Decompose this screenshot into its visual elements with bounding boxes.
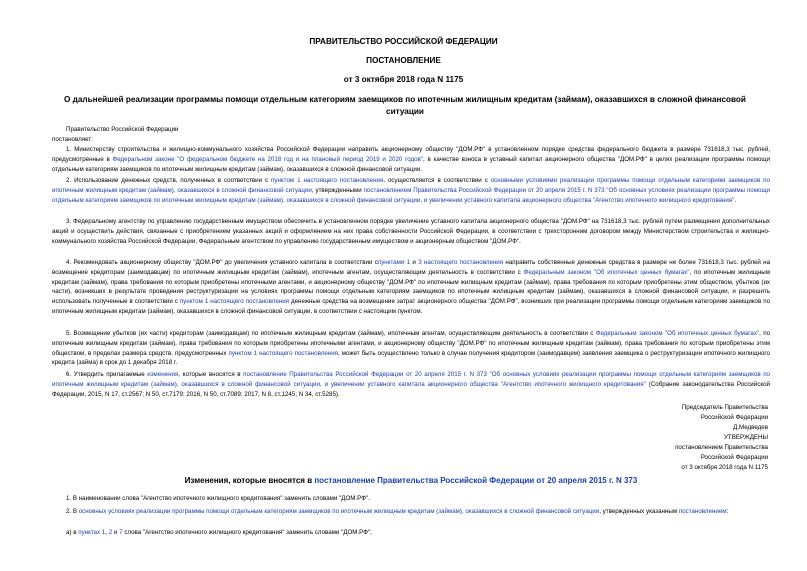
change-2a-text-b: слова "Агентство ипотечного жилищного кредитования" заменить словами "ДОМ.РФ"; — [122, 529, 372, 536]
paragraph-4 — [52, 258, 770, 317]
change-1-text: 1. В наименовании слова "Агентство ипотечного жилищного кредитования" заменить словами "ДОМ.РФ". — [66, 495, 370, 502]
paragraph-2 — [52, 176, 770, 205]
change-2a-sep-1: , — [105, 529, 109, 536]
paragraph-6 — [52, 370, 770, 399]
date-number-heading: от 3 октября 2018 года N 1175 — [343, 75, 464, 84]
doc-type-heading: ПОСТАНОВЛЕНИЕ — [366, 56, 441, 65]
federal-budget-law-link[interactable]: Федеральном законе "О федеральном бюджете на 2018 год и на плановый период 2019 и 2020 годов" — [112, 155, 424, 163]
mortgage-securities-law-link[interactable]: Федеральным законом "Об ипотечных ценных бумагах" — [523, 268, 690, 276]
resolution-373-link[interactable]: постановлением Правительства Российской Федерации от 20 апреля 2015 г. N 373 "Об основных условиях реализации программы помощи отдельным категориям заемщиков по ипотечным жилищным кредитам (займам), оказавшихся в сложной финансовой ситуации, и увеличении уставного капитала акционерного общества "Агентство ипотечного жилищного кредитования" — [52, 186, 770, 204]
point-3-link[interactable]: 3 настоящего постановления — [418, 259, 504, 266]
points-1-link[interactable]: пунктами 1 — [377, 259, 411, 266]
resolution-link[interactable]: постановлением — [678, 508, 727, 515]
point-7-link[interactable]: 7 — [119, 529, 123, 536]
paragraph-4-text-a: 4. Рекомендовать акционерному обществу "ДОМ.РФ" до увеличения уставного капитала в соответствии с — [66, 259, 378, 266]
paragraph-2-text-a: 2. Использование денежных средств, полученных в соответствии с — [66, 177, 272, 184]
points-1-link-2[interactable]: пунктах 1 — [78, 529, 106, 536]
signature-line-1: Председатель Правительства — [681, 404, 768, 411]
paragraph-5 — [52, 329, 770, 368]
paragraph-5-text-b: , по ипотечным жилищным кредитам (займам), права требования по которым приобретены ипотечными агентами, и акционерному обществу "ДОМ.РФ" по ипотечным жилищным кредитам (займам), права требования по которым приобретены этим обществом, в пределах размера средств, предусмотренных — [52, 330, 771, 357]
approved-line-2: Российской Федерации — [700, 454, 768, 461]
paragraph-6-text-b: , которые вносятся в — [178, 371, 244, 378]
paragraph-6-text-c: (Собрание законодательства Российской Федерации, 2015, N 17, ст.2567; N 50, ст.7179; 2016, N 50, ст.7089; 2017, N 8, ст.1245; N 34, ст.5285). — [52, 380, 770, 398]
point-1-link-2[interactable]: пунктом 1 настоящего постановления — [179, 298, 290, 306]
paragraph-6-text-a: 6. Утвердить прилагаемые — [66, 371, 148, 378]
signature-line-2: Российской Федерации — [700, 414, 768, 421]
approved-heading: УТВЕРЖДЕНЫ — [724, 434, 768, 441]
paragraph-4-text-c: направить собственные денежные средства в размере не более 731618,3 тыс. рублей на возмещение кредиторам (заимодавцам) по ипотечным жилищным кредитам (займам), ипотечным агентам, осуществляющим деятельность в соответствии с — [52, 259, 771, 276]
change-2a-sep-2: и — [112, 529, 120, 536]
change-2a-text-a: а) в — [66, 529, 79, 536]
point-2-link[interactable]: 2 — [108, 529, 113, 536]
changes-link[interactable]: изменения — [147, 371, 179, 378]
signature-name: Д.Медведев — [733, 424, 768, 431]
paragraph-4-text-b: и — [410, 259, 419, 266]
change-2-text-a: 2. В — [66, 508, 79, 515]
basic-conditions-link-2[interactable]: основных условиях реализации программы помощи отдельным категориям заемщиков по ипотечным жилищным кредитам (займам), оказавшихся в сложной финансовой ситуации — [78, 508, 600, 515]
paragraph-1 — [52, 145, 770, 174]
change-2a — [52, 528, 770, 538]
changes-heading — [52, 476, 770, 485]
basic-conditions-link[interactable]: основными условиями реализации программы помощи отдельным категориям заемщиков по ипотечным жилищным кредитам (займам), оказавшихся в сложной финансовой ситуации — [52, 177, 770, 194]
paragraph-5-text-c: , может быть осуществлено только в случае получения кредитором (заимодавцем) заявления заемщика о реструктуризации ипотечного жилищного кредита (займа) в срок до 1 декабря 2018 г. — [52, 349, 770, 367]
approved-line-1: постановлением Правительства — [675, 444, 768, 451]
preamble-line-1: Правительство Российской Федерации — [66, 126, 179, 133]
paragraph-2-text-c: , утвержденными — [311, 186, 364, 194]
preamble — [52, 125, 770, 145]
mortgage-securities-law-link-2[interactable]: Федеральным законом "Об ипотечных ценных бумагах" — [595, 330, 760, 337]
paragraph-3-text: 3. Федеральному агентству по управлению государственным имуществом обеспечить в установленном порядке увеличение уставного капитала акционерного общества "ДОМ.РФ" на 731618,3 тыс. рублей путем размещения дополнительных акций и осуществить действия, связанные с приобретением указанных акций и оформлением на них права собственности Российской Федерации, в соответствии с трехсторонним договором между Министерством строительства и жилищно-коммунального хозяйства Российской Федерации, Федеральным агентством по управлению государственным имуществом и акционерным обществом "ДОМ.РФ". — [52, 218, 770, 245]
change-2-text-b: , утвержденных указанным — [599, 508, 679, 515]
change-2 — [52, 507, 770, 517]
paragraph-3 — [52, 217, 770, 246]
paragraph-4-text-e: денежные средства на возмещение затрат акционерного общества "ДОМ.РФ", возникших при реализации программы помощи отдельным категориям заемщиков по ипотечным жилищным кредитам (займам), оказавшихся в сложной финансовой ситуации, в соответствии с настоящим пунктом. — [52, 298, 771, 315]
paragraph-4-text-d: , по ипотечным жилищным кредитам (займам), права требования по которым приобретены ипотечными агентами, и акционерному обществу "ДОМ.РФ" по ипотечным жилищным кредитам (займам), права требования по которым приобретены этим обществом, убытков (их части), возникших в результате проведения реструктуризации на условиях программы помощи отдельным категориям заемщиков по ипотечным жилищным кредитам (займам), оказавшихся в сложной финансовой ситуации, и разрешить использовать полученные в соответствии с — [52, 268, 770, 306]
paragraph-1-text-b: , в качестве взноса в уставный капитал акционерного общества "ДОМ.РФ" в целях реализации программы помощи отдельным категориям заемщиков по ипотечным жилищным кредитам (займам), оказавшихся в сложной финансовой ситуации. — [52, 155, 770, 173]
point-1-link[interactable]: пунктом 1 настоящего постановления — [271, 177, 384, 184]
changes-heading-link[interactable]: постановление Правительства Российской Федерации от 20 апреля 2015 г. N 373 — [314, 476, 638, 485]
changes-heading-text: Изменения, которые вносятся в — [184, 476, 315, 485]
paragraph-1-text-a: 1. Министерству строительства и жилищно-коммунального хозяйства Российской Федерации направить акционерному обществу "ДОМ.РФ" в установленном порядке средства федерального бюджета в размере 731618,3 тыс. рублей, предусмотренные в — [52, 146, 770, 163]
government-heading: ПРАВИТЕЛЬСТВО РОССИЙСКОЙ ФЕДЕРАЦИИ — [309, 37, 498, 46]
resolution-373-link-2[interactable]: постановление Правительства Российской Федерации от 20 апреля 2015 г. N 373 "Об основных условиях реализации программы помощи отдельным категориям заемщиков по ипотечным жилищным кредитам (займам), оказавшихся в сложной финансовой ситуации, и увеличении уставного капитала акционерного общества "Агентство ипотечного жилищного кредитования" — [52, 371, 770, 388]
signature-block — [560, 403, 768, 473]
change-2-text-c: : — [726, 508, 729, 515]
paragraph-2-text-b: , осуществляется в соответствии с — [383, 177, 491, 184]
paragraph-2-text-d: . — [734, 196, 737, 204]
change-1 — [52, 494, 770, 504]
document-title: О дальнейшей реализации программы помощи отдельным категориям заемщиков по ипотечным жилищным кредитам (займам), оказавшихся в сложной финансовой ситуации — [64, 95, 746, 116]
paragraph-5-text-a: 5. Возмещение убытков (их части) кредиторам (заимодавцам) по ипотечным жилищным кредитам (займам), ипотечным агентам, осуществляющим деятельность в соответствии с — [66, 330, 596, 337]
approved-line-3: от 3 октября 2018 года N 1175 — [681, 464, 768, 471]
preamble-line-2: постановляет: — [52, 135, 93, 143]
point-1-link-3[interactable]: пунктом 1 настоящего постановления — [228, 349, 338, 357]
